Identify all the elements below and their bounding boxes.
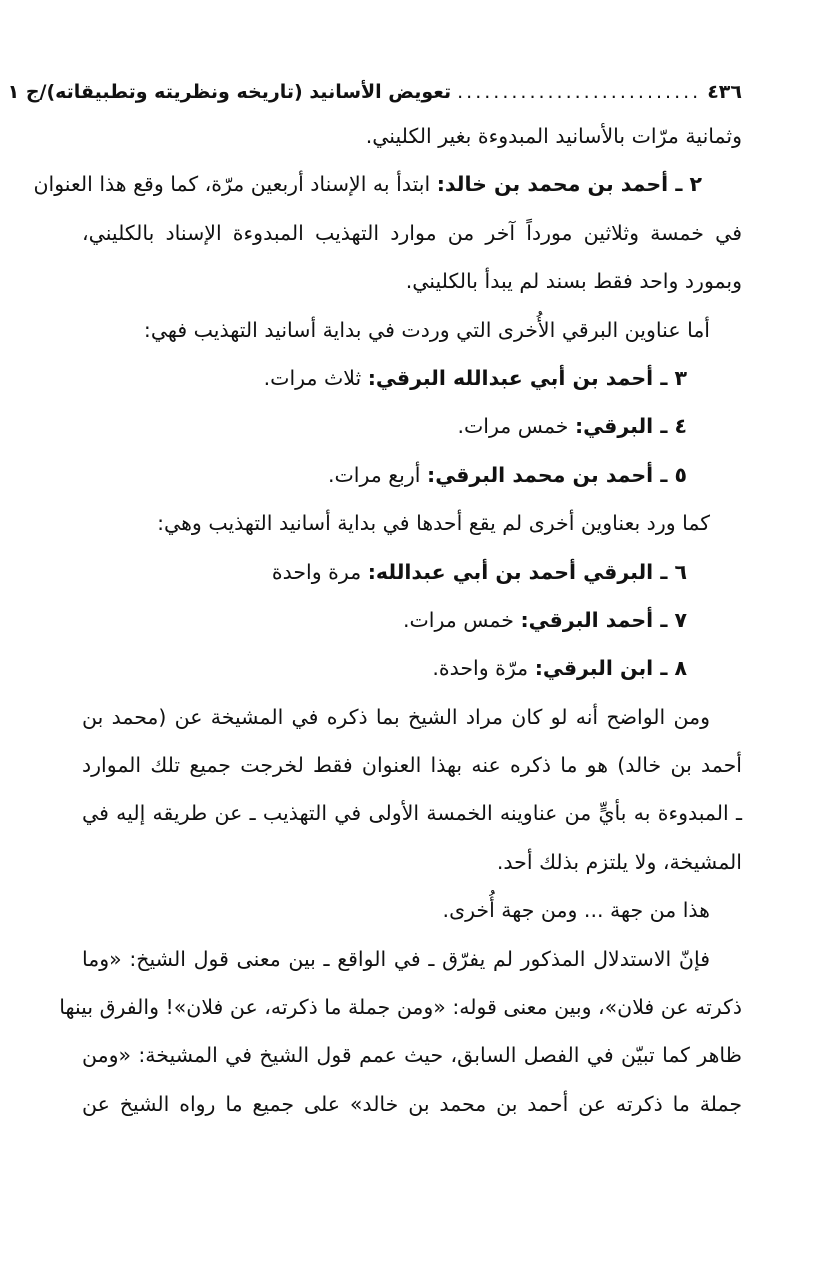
text-line: كما ورد بعناوين أخرى لم يقع أحدها في بداية أسانيد التهذيب وهي: xyxy=(157,511,710,536)
list-item: ٤ ـ البرقي: خمس مرات. xyxy=(457,414,687,439)
text-line: جملة ما ذكرته عن أحمد بن محمد بن خالد» على جميع ما رواه الشيخ عن xyxy=(82,1091,742,1116)
list-item-heading: ٧ ـ أحمد البرقي: xyxy=(520,607,687,632)
list-item: ٢ ـ أحمد بن محمد بن خالد: ابتدأ به الإسناد أربعين مرّة، كما وقع هذا العنوان xyxy=(33,172,702,197)
text-line: أحمد بن خالد) هو ما ذكره عنه بهذا العنوان فقط لخرجت جميع تلك الموارد xyxy=(82,753,742,778)
text-line: في خمسة وثلاثين مورداً آخر من موارد التهذيب المبدوءة الإسناد بالكليني، xyxy=(82,220,742,245)
text-line: وبمورد واحد فقط بسند لم يبدأ بالكليني. xyxy=(405,269,742,294)
text-line: ظاهر كما تبيّن في الفصل السابق، حيث عمم قول الشيخ في المشيخة: «ومن xyxy=(82,1043,742,1068)
running-header xyxy=(7,72,742,112)
list-item-heading: ٨ ـ ابن البرقي: xyxy=(534,656,687,681)
header-dot-leader: ........................... xyxy=(457,81,702,103)
text-line: ومن الواضح أنه لو كان مراد الشيخ بما ذكره في المشيخة عن (محمد بن xyxy=(82,704,710,729)
text-line: ذكرته عن فلان»، وبين معنى قوله: «ومن جملة ما ذكرته، عن فلان»! والفرق بينها xyxy=(59,995,742,1020)
list-item-heading: ٥ ـ أحمد بن محمد البرقي: xyxy=(427,462,687,487)
list-item: ٨ ـ ابن البرقي: مرّة واحدة. xyxy=(432,656,687,681)
text-line: هذا من جهة ... ومن جهة أُخرى. xyxy=(442,898,710,923)
list-item: ٣ ـ أحمد بن أبي عبدالله البرقي: ثلاث مرات. xyxy=(263,365,687,390)
list-item-heading: ٦ ـ البرقي أحمد بن أبي عبدالله: xyxy=(367,559,687,584)
text-line: ـ المبدوءة به بأيٍّ من عناوينه الخمسة الأولى في التهذيب ـ عن طريقه إليه في xyxy=(82,801,742,826)
text-line: أما عناوين البرقي الأُخرى التي وردت في بداية أسانيد التهذيب فهي: xyxy=(143,317,710,342)
book-title: تعويض الأسانيد (تاريخه ونظريته وتطبيقاته)/ج ١ xyxy=(7,81,452,103)
text-line: المشيخة، ولا يلتزم بذلك أحد. xyxy=(496,849,742,874)
book-page xyxy=(7,72,742,1128)
list-item: ٦ ـ البرقي أحمد بن أبي عبدالله: مرة واحدة xyxy=(271,559,687,584)
list-item: ٥ ـ أحمد بن محمد البرقي: أربع مرات. xyxy=(327,462,687,487)
page-number: ٤٣٦ xyxy=(707,81,742,103)
text-line: وثمانية مرّات بالأسانيد المبدوءة بغير الكليني. xyxy=(365,124,742,148)
list-item: ٧ ـ أحمد البرقي: خمس مرات. xyxy=(402,607,687,632)
list-item-heading: ٤ ـ البرقي: xyxy=(574,414,687,439)
list-item-heading: ٣ ـ أحمد بن أبي عبدالله البرقي: xyxy=(367,365,687,390)
text-line: فإنّ الاستدلال المذكور لم يفرّق ـ في الواقع ـ بين معنى قول الشيخ: «وما xyxy=(82,946,710,971)
list-item-heading: ٢ ـ أحمد بن محمد بن خالد: xyxy=(436,172,702,197)
